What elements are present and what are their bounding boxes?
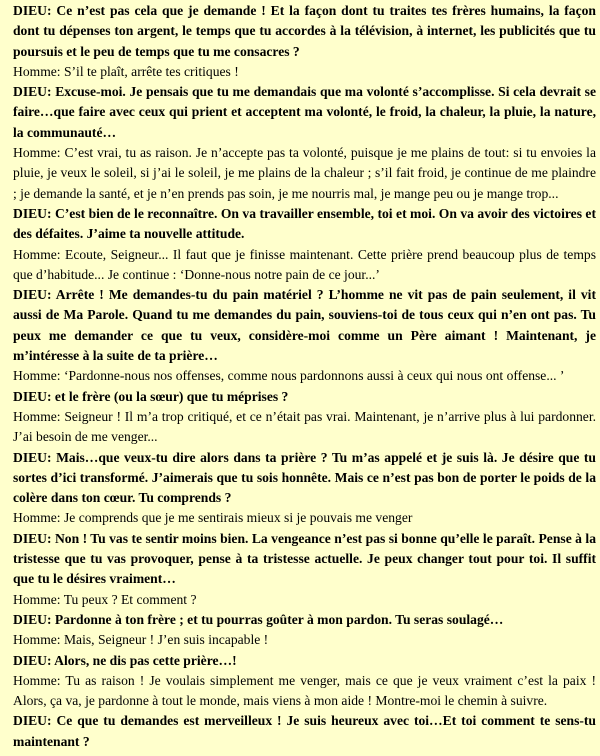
dieu-line: DIEU: C’est bien de le reconnaître. On va travailler ensemble, toi et moi. On va avoir des victoires et des défaites. J’aime ta nouvelle attitude. [13,205,596,242]
dieu-line: DIEU: Ce n’est pas cela que je demande ! Et la façon dont tu traites tes frères humains, la façon dont tu dépenses ton argent, le temps que tu accordes à la télévision, à internet, les publicités que tu poursuis et le peu de temps que tu me consacres ? [13,3,596,59]
dieu-line: DIEU: Non ! Tu vas te sentir moins bien. La vengeance n’est pas si bonne qu’elle le paraît. Pense à la tristesse que tu vas provoquer, pense à ta tristesse actuelle. Je peux changer tout pour toi. Il suffit que tu le désires vraiment… [13,530,596,587]
dieu-line: DIEU: Alors, ne dis pas cette prière…! [13,652,237,668]
homme-line: Homme: C’est vrai, tu as raison. Je n’accepte pas ta volonté, puisque je me plains de tout: si tu envoies la pluie, je veux le soleil, si j’ai le soleil, je me plains de la chaleur ; s’il fait froid, je continue de me plaindre ; je demande la santé, et je n’en prends pas soin, je me nourris mal, je mange peu ou je mange trop... [13,145,596,201]
dieu-line: DIEU: Excuse-moi. Je pensais que tu me demandais que ma volonté s’accomplisse. Si cela devrait se faire…que faire avec ceux qui prient et acceptent ma volonté, le froid, la chaleur, la pluie, la nature, la communauté… [13,84,596,140]
dieu-line: DIEU: Mais…que veux-tu dire alors dans ta prière ? Tu m’as appelé et je suis là. Je désire que tu sortes d’ici transformé. J’aimerais que tu sois honnête. Mais ce n’est pas bon de porter le poids de la colère dans ton cœur. Tu comprends ? [13,449,596,506]
homme-line: Homme: ‘Pardonne-nous nos offenses, comme nous pardonnons aussi à ceux qui nous ont offense... ’ [13,368,565,384]
homme-line: Homme: Tu as raison ! Je voulais simplement me venger, mais ce que je veux vraiment c’est la paix ! Alors, ça va, je pardonne à tout le monde, mais viens à mon aide ! Montre-moi le chemin à suivre. [13,672,596,709]
dieu-line: DIEU: et le frère (ou la sœur) que tu méprises ? [13,388,289,404]
homme-line: Homme: Je comprends que je me sentirais mieux si je pouvais me venger [13,510,413,526]
dieu-line: DIEU: Pardonne à ton frère ; et tu pourras goûter à mon pardon. Tu seras soulagé… [13,611,504,627]
homme-line: Homme: Tu peux ? Et comment ? [13,591,197,607]
homme-line: Homme: Mais, Seigneur ! J’en suis incapable ! [13,632,269,648]
dieu-line: DIEU: Ce que tu demandes est merveilleux ! Je suis heureux avec toi…Et toi comment te sens-tu maintenant ? [13,713,596,749]
homme-line: Homme: S’il te plaît, arrête tes critiques ! [13,63,239,79]
homme-line: Homme: Ecoute, Seigneur... Il faut que je finisse maintenant. Cette prière prend beaucoup plus de temps que d’habitude... Je continue : ‘Donne-nous notre pain de ce jour...’ [13,246,596,282]
dieu-line: DIEU: Arrête ! Me demandes-tu du pain matériel ? L’homme ne vit pas de pain seulement, il vit aussi de Ma Parole. Quand tu me demandes du pain, souviens-toi de tous ceux qui n’en ont pas. Tu peux me demander ce que tu veux, considère-moi comme un Père aimant ! Maintenant, je m’intéresse à la suite de ta prière… [13,287,596,364]
homme-line: Homme: Seigneur ! Il m’a trop critiqué, et ce n’était pas vrai. Maintenant, je n’arrive plus à lui pardonner. J’ai besoin de me venger... [13,408,596,445]
